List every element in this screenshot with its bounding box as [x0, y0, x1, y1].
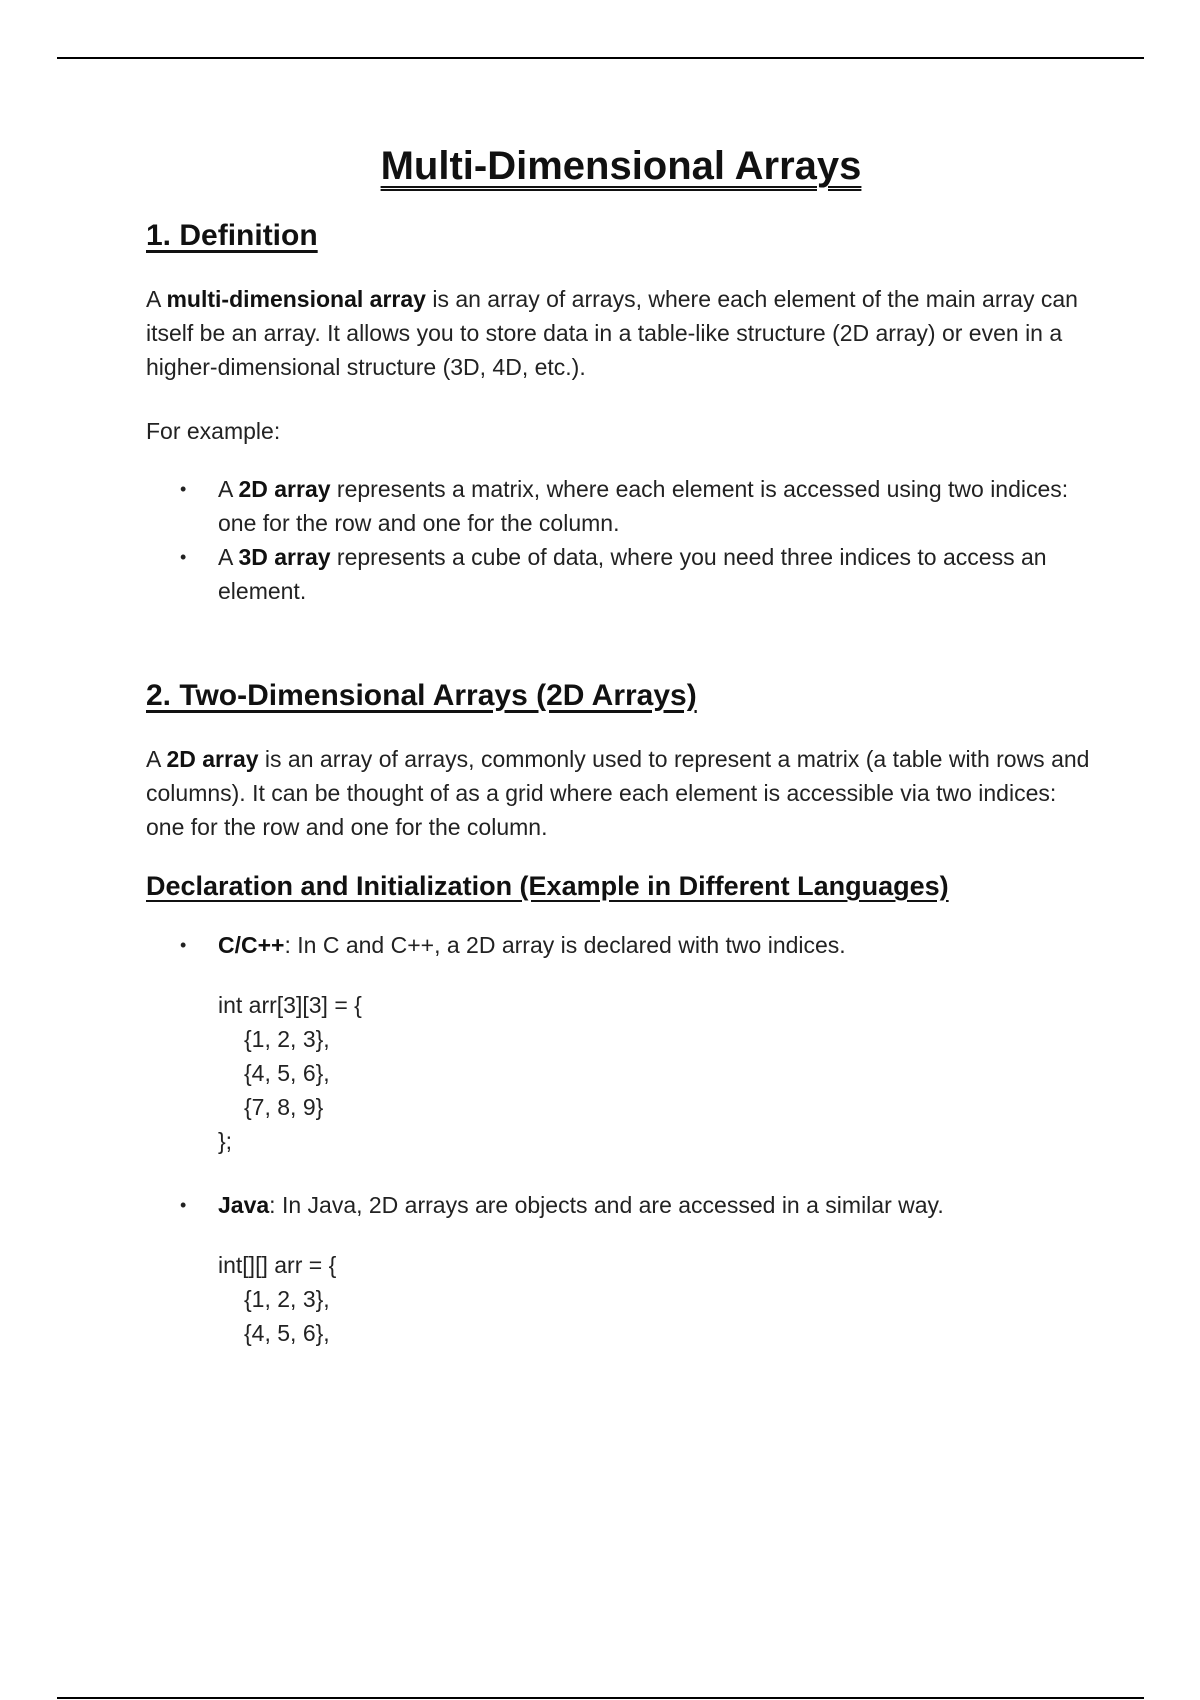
list-item: [218, 540, 1096, 608]
bullet-pre: A: [218, 544, 239, 570]
language-desc: : In C and C++, a 2D array is declared with two indices.: [284, 932, 846, 958]
header-rule: [57, 57, 1144, 59]
code-line: {1, 2, 3},: [244, 1286, 330, 1312]
page-title: Multi-Dimensional Arrays: [380, 144, 862, 188]
language-name: Java: [218, 1192, 270, 1218]
list-item: [218, 1188, 1096, 1350]
definition-paragraph: [146, 282, 1096, 384]
bullet-bold-term: 2D array: [238, 476, 331, 502]
2d-para-post: is an array of arrays, commonly used to represent a matrix (a table with rows and columns). It can be thought of as a grid where each element is accessible via two indices: one for the row and one for the column.: [146, 746, 1090, 840]
definition-bold-term: multi-dimensional array: [166, 286, 426, 312]
2d-array-paragraph: [146, 742, 1096, 844]
language-bullet-list: [146, 928, 1096, 1350]
bullet-pre: A: [218, 476, 239, 502]
list-item: [218, 472, 1096, 540]
code-block-java: [218, 1248, 1096, 1350]
language-name: C/C++: [218, 932, 285, 958]
section-heading-definition: 1. Definition: [146, 219, 318, 252]
section-heading-2d-arrays: 2. Two-Dimensional Arrays (2D Arrays): [146, 679, 697, 712]
bullet-post: represents a cube of data, where you need three indices to access an element.: [218, 544, 1047, 604]
document-body: [146, 140, 1096, 1350]
list-item: [218, 928, 1096, 1158]
code-block-c: [218, 988, 1096, 1158]
2d-para-bold-term: 2D array: [166, 746, 259, 772]
code-line: int[][] arr = {: [218, 1252, 337, 1278]
code-line: };: [218, 1128, 233, 1154]
definition-pre: A: [146, 286, 167, 312]
code-line: int arr[3][3] = {: [218, 992, 362, 1018]
example-label: For example:: [146, 418, 281, 444]
section-spacer: [146, 608, 1096, 676]
footer-rule: [57, 1697, 1144, 1699]
bullet-bold-term: 3D array: [238, 544, 331, 570]
code-line: {4, 5, 6},: [244, 1060, 330, 1086]
code-line: {7, 8, 9}: [244, 1094, 324, 1120]
code-line: {1, 2, 3},: [244, 1026, 330, 1052]
bullet-post: represents a matrix, where each element is accessed using two indices: one for the row and one for the column.: [218, 476, 1069, 536]
definition-post: is an array of arrays, where each element of the main array can itself be an array. It allows you to store data in a table-like structure (2D array) or even in a higher-dimensional structure (3D, 4D, etc.).: [146, 286, 1078, 380]
2d-para-pre: A: [146, 746, 167, 772]
language-desc: : In Java, 2D arrays are objects and are accessed in a similar way.: [269, 1192, 944, 1218]
code-line: {4, 5, 6},: [244, 1320, 330, 1346]
subheading-declaration: Declaration and Initialization (Example in Different Languages): [146, 871, 949, 901]
definition-bullet-list: [146, 472, 1096, 608]
